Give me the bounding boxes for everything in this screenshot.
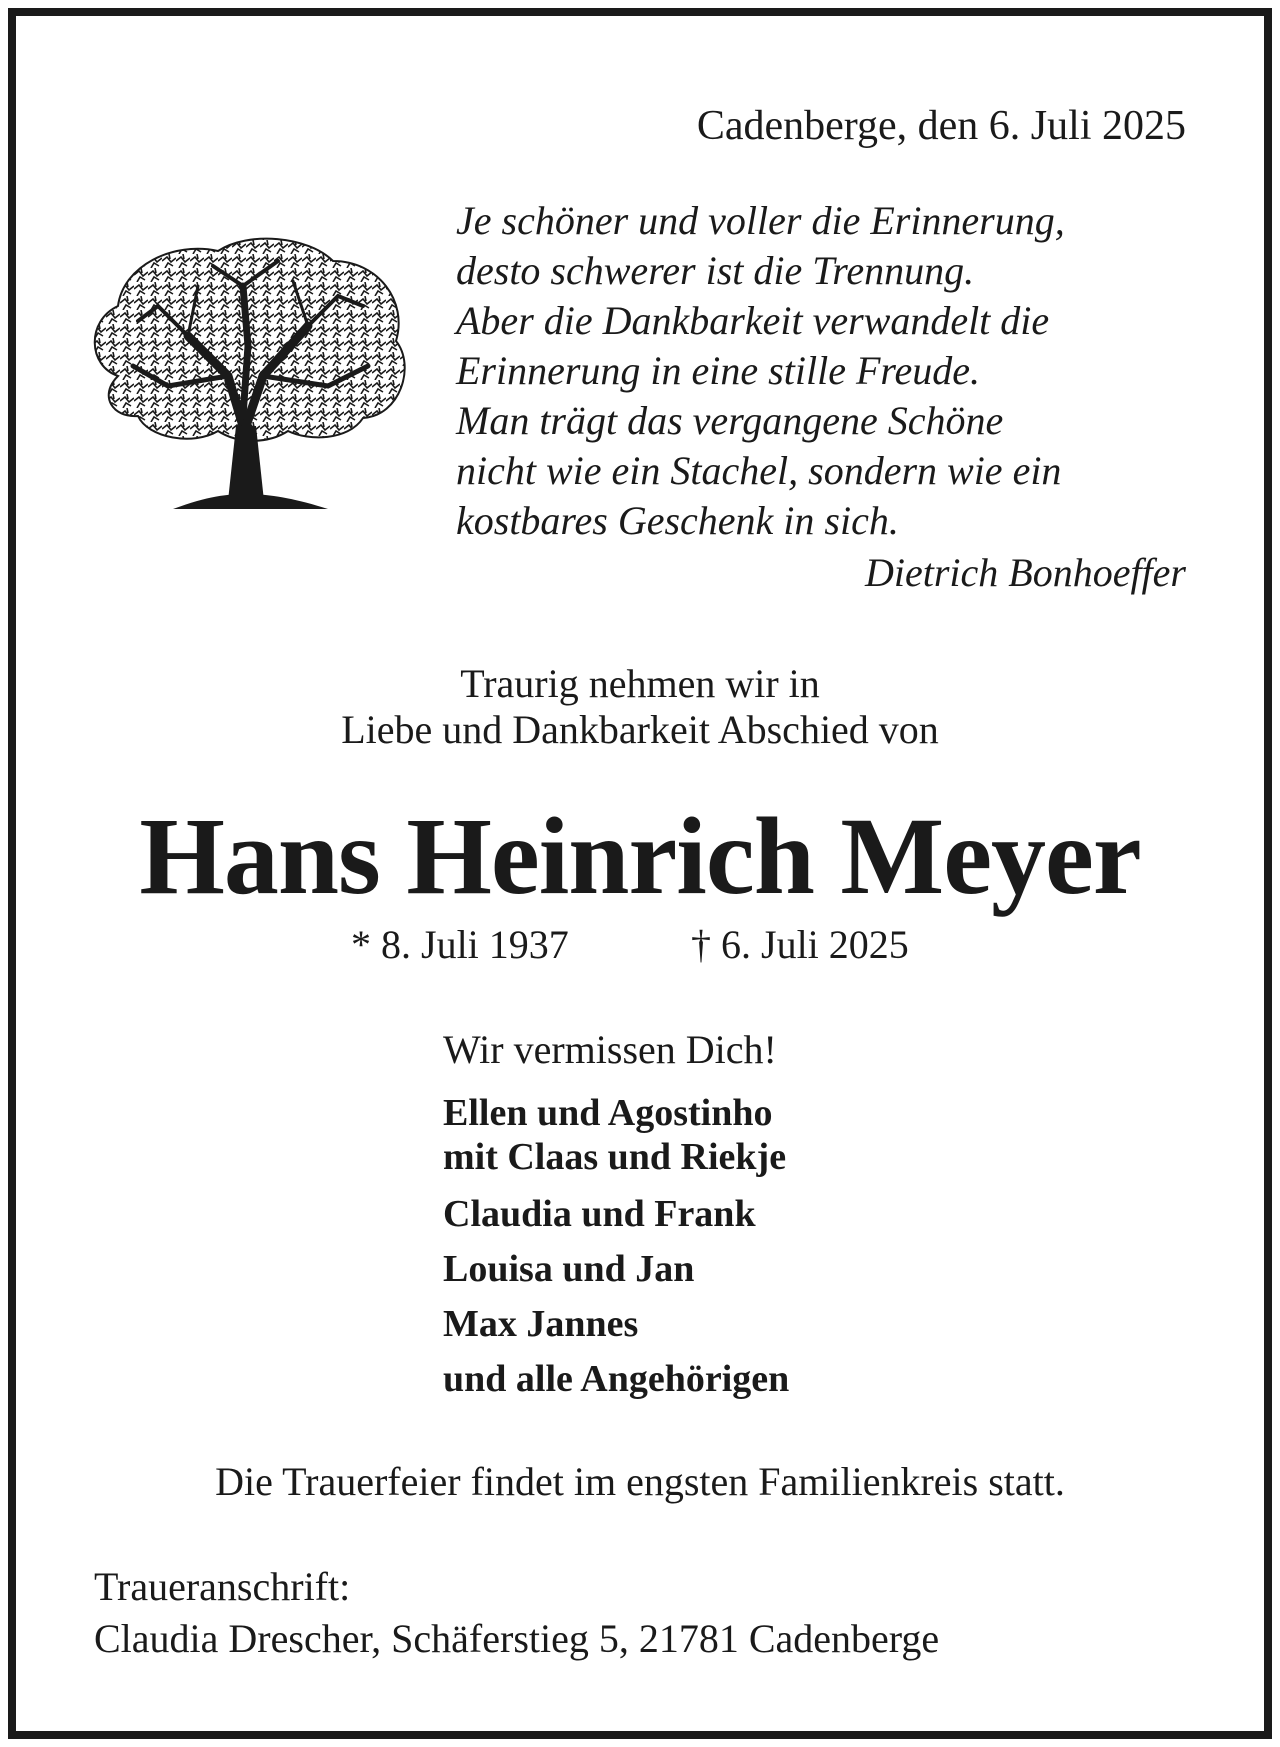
intro-line: Liebe und Dankbarkeit Abschied von (341, 707, 939, 752)
quote-line: Man trägt das vergangene Schöne (456, 398, 1004, 443)
ceremony-note: Die Trauerfeier findet im engsten Familienkreis statt. (215, 1459, 1065, 1504)
quote-line: Erinnerung in eine stille Freude. (456, 348, 980, 393)
intro-text (16, 661, 1264, 753)
miss-text: Wir vermissen Dich! (443, 1027, 777, 1072)
deceased-name: Hans Heinrich Meyer (139, 795, 1141, 917)
quote-line: Aber die Dankbarkeit verwandelt die (456, 298, 1050, 343)
tree-icon (78, 226, 418, 516)
quote-line: desto schwerer ist die Trennung. (456, 248, 975, 293)
mourner-line: Claudia und Frank (443, 1193, 756, 1235)
intro-line: Traurig nehmen wir in (460, 661, 820, 706)
mourner-line: und alle Angehörigen (443, 1358, 790, 1400)
mourner-line: Max Jannes (443, 1303, 639, 1345)
death-date: † 6. Juli 2025 (691, 922, 909, 967)
quote-line: nicht wie ein Stachel, sondern wie ein (456, 448, 1062, 493)
quote-author: Dietrich Bonhoeffer (864, 550, 1186, 595)
mourners-list (443, 1091, 789, 1407)
mourner-line: Ellen und Agostinho (443, 1092, 773, 1134)
quote-line: Je schöner und voller die Erinnerung, (456, 198, 1065, 243)
quote-line: kostbares Geschenk in sich. (456, 498, 899, 543)
mourning-address (94, 1561, 939, 1665)
obituary-notice (8, 8, 1272, 1739)
address-value: Claudia Drescher, Schäferstieg 5, 21781 Cadenberge (94, 1616, 940, 1661)
place-date: Cadenberge, den 6. Juli 2025 (696, 103, 1186, 149)
address-label: Traueranschrift: (94, 1564, 351, 1609)
birth-date: * 8. Juli 1937 (351, 922, 569, 967)
mourner-line: mit Claas und Riekje (443, 1136, 787, 1178)
mourner-line: Louisa und Jan (443, 1248, 695, 1290)
quote (456, 196, 1065, 546)
